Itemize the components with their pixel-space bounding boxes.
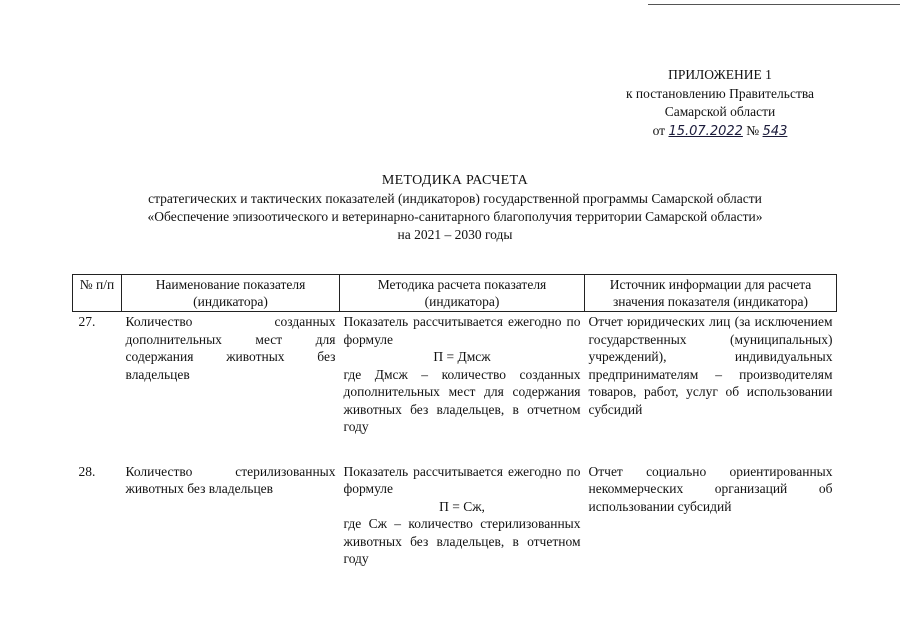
table-header-row (73, 275, 837, 312)
header-method: Методика расчета показателя (индикатора) (340, 275, 585, 312)
indicators-table (72, 274, 837, 594)
appendix-line-2: к постановлению Правительства (625, 85, 815, 101)
method-description: где Дмсж – количество созданных дополнительных мест для содержания животных без владельцев, в отчетном году (343, 366, 581, 434)
document-title: МЕТОДИКА РАСЧЕТА (381, 173, 529, 188)
table-row (73, 462, 837, 594)
number-prefix: № (746, 122, 760, 138)
appendix-line-3: Самарской области (664, 104, 776, 119)
header-source: Источник информации для расчета значения показателя (индикатора) (585, 275, 837, 312)
top-border-line (648, 4, 900, 5)
row-number: 28. (78, 463, 96, 479)
handwritten-date: 15.07.2022 (668, 123, 743, 139)
document-heading (60, 172, 850, 244)
source-cell: Отчет юридических лиц (за исключением государственных (муниципальных) учреждений), индивидуальных предпринимателям – производителям товаров, работ, услуг об использовании субсидий (588, 314, 833, 417)
header-number: № п/п (73, 275, 122, 312)
heading-line-1: стратегических и тактических показателей (индикаторов) государственной программы Самарской области (148, 191, 762, 206)
appendix-block (600, 66, 840, 141)
method-cell (340, 462, 585, 594)
method-description: где Сж – количество стерилизованных животных без владельцев, в отчетном году (343, 516, 581, 566)
indicator-name: Количество созданных дополнительных мест для содержания животных без владельцев (125, 314, 336, 382)
appendix-title: ПРИЛОЖЕНИЕ 1 (668, 67, 772, 82)
heading-line-2: «Обеспечение эпизоотического и ветеринарно-санитарного благополучия территории Самарской области» (147, 209, 763, 224)
formula: П = Дмсж (433, 349, 491, 364)
appendix-date-line (600, 122, 840, 142)
formula: П = Сж, (439, 498, 485, 514)
method-cell (340, 312, 585, 462)
indicator-name: Количество стерилизованных животных без владельцев (125, 463, 336, 496)
handwritten-number: 543 (762, 123, 788, 139)
method-intro: Показатель рассчитывается ежегодно по формуле (343, 463, 581, 496)
date-prefix: от (652, 122, 666, 138)
table-row (73, 312, 837, 462)
method-intro: Показатель рассчитывается ежегодно по формуле (343, 314, 581, 347)
source-cell: Отчет социально ориентированных некоммерческих организаций об использовании субсидий (588, 463, 833, 514)
header-indicator-name: Наименование показателя (индикатора) (122, 275, 340, 312)
heading-line-3: на 2021 – 2030 годы (397, 227, 513, 242)
row-number: 27. (78, 314, 96, 329)
